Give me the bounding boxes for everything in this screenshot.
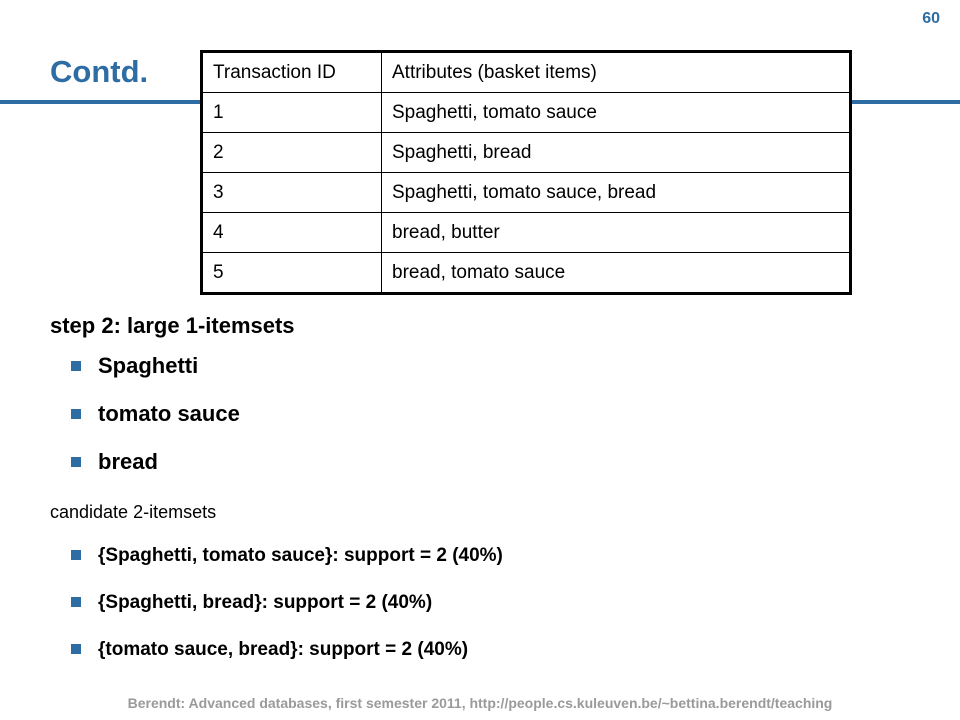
table-row (202, 173, 851, 213)
table-cell-items: bread, butter (382, 213, 851, 253)
list-item-label: {tomato sauce, bread}: support = 2 (40%) (98, 639, 469, 660)
list-item-label: Spaghetti (98, 353, 199, 378)
list-item-label: tomato sauce (98, 401, 240, 426)
square-bullet-icon (71, 644, 81, 654)
square-bullet-icon (71, 361, 81, 371)
table-row (202, 133, 851, 173)
list-item (50, 579, 930, 626)
slide-body (50, 310, 930, 673)
list-item (50, 532, 930, 579)
table-cell-id: 4 (202, 213, 382, 253)
list-item-label: {Spaghetti, bread}: support = 2 (40%) (98, 592, 433, 613)
list-item (50, 342, 930, 390)
table-cell-items: bread, tomato sauce (382, 253, 851, 294)
table-row (202, 253, 851, 294)
header-transaction-id: Transaction ID (202, 52, 382, 93)
table-cell-items: Spaghetti, tomato sauce (382, 93, 851, 133)
candidate-itemsets-list (50, 532, 930, 673)
square-bullet-icon (71, 457, 81, 467)
transactions-table (200, 50, 852, 295)
step2-heading: step 2: large 1-itemsets (50, 313, 295, 338)
large-itemsets-list (50, 342, 930, 486)
table-cell-id: 1 (202, 93, 382, 133)
table-row (202, 213, 851, 253)
list-item (50, 626, 930, 673)
table-cell-items: Spaghetti, bread (382, 133, 851, 173)
list-item-label: {Spaghetti, tomato sauce}: support = 2 (40%) (98, 545, 503, 566)
table-cell-id: 2 (202, 133, 382, 173)
header-attributes: Attributes (basket items) (382, 52, 851, 93)
table-cell-items: Spaghetti, tomato sauce, bread (382, 173, 851, 213)
table-cell-id: 3 (202, 173, 382, 213)
table-row (202, 93, 851, 133)
list-item (50, 390, 930, 438)
footer-citation: Berendt: Advanced databases, first semester 2011, http://people.cs.kuleuven.be/~bettina.berendt/teaching (127, 695, 833, 711)
list-item-label: bread (98, 449, 158, 474)
square-bullet-icon (71, 409, 81, 419)
page-number: 60 (922, 10, 940, 27)
square-bullet-icon (71, 597, 81, 607)
candidates-heading: candidate 2-itemsets (50, 502, 217, 522)
slide-title: Contd. (50, 54, 149, 89)
table-cell-id: 5 (202, 253, 382, 294)
table-header-row (202, 52, 851, 93)
square-bullet-icon (71, 550, 81, 560)
list-item (50, 438, 930, 486)
